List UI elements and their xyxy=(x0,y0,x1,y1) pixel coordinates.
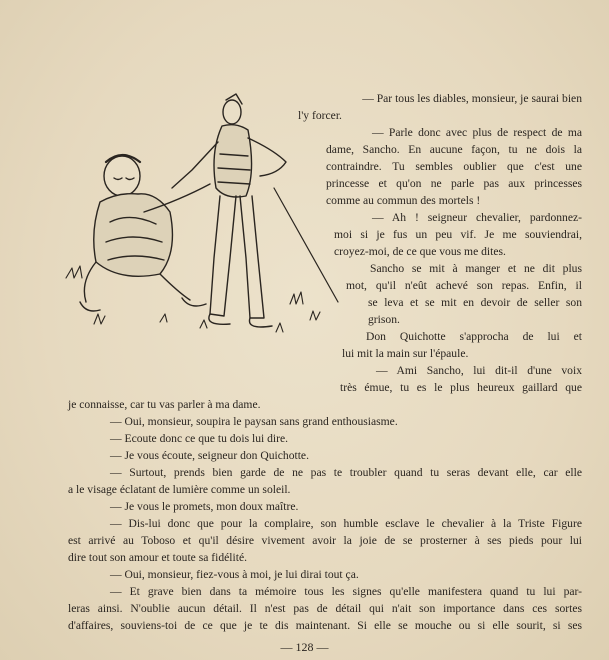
text-line: — Ecoute donc ce que tu dois lui dire. xyxy=(110,432,289,445)
page-number: — 128 — xyxy=(280,640,329,654)
text-line: — Par tous les diables, monsieur, je saurai bien xyxy=(362,92,582,105)
text-line: — Oui, monsieur, fiez-vous à moi, je lui dirai tout ça. xyxy=(110,568,359,581)
text-line: mot, qu'il n'eût achevé son repas. Enfin, il xyxy=(346,279,582,292)
text-line: — Je vous écoute, seigneur don Quichotte. xyxy=(110,449,309,462)
text-line: comme au commun des mortels ! xyxy=(326,194,481,207)
text-line: dire tout son amour et toute sa fidélité. xyxy=(68,551,248,564)
text-line: d'affaires, souviens-toi de ce que je te dis maintenant. Si elle se mouche ou si elle sourit, si ses xyxy=(68,619,582,632)
text-line: — Dis-lui donc que pour la complaire, son humble esclave le chevalier à la Triste Figure xyxy=(110,517,582,530)
text-line: — Surtout, prends bien garde de ne pas te troubler quand tu seras devant elle, car elle xyxy=(110,466,582,479)
text-line: se leva et se mit en devoir de seller son xyxy=(368,296,582,309)
text-line: contraindre. Tu sembles oublier que c'est une xyxy=(326,160,582,173)
text-line: a le visage éclatant de lumière comme un soleil. xyxy=(68,483,291,496)
text-line: Sancho se mit à manger et ne dit plus xyxy=(370,262,582,275)
text-line: très émue, tu es le plus heureux gaillard que xyxy=(340,381,582,394)
text-line: je connaisse, car tu vas parler à ma dame. xyxy=(68,398,261,411)
text-line: — Oui, monsieur, soupira le paysan sans grand enthousiasme. xyxy=(110,415,398,428)
text-line: — Parle donc avec plus de respect de ma xyxy=(372,126,582,139)
text-line: l'y forcer. xyxy=(298,109,342,122)
text-line: princesse et qu'on ne parle pas aux princesses xyxy=(326,177,582,190)
text-line: lui mit la main sur l'épaule. xyxy=(342,347,469,360)
text-line: — Ah ! seigneur chevalier, pardonnez- xyxy=(372,211,582,224)
don-quixote-sancho-illustration xyxy=(60,92,350,348)
text-line: est arrivé au Toboso et qu'il désire vivement avoir la joie de se prosterner à ses pieds pour lui xyxy=(68,534,582,547)
text-line: — Ami Sancho, lui dit-il d'une voix xyxy=(376,364,582,377)
text-line: croyez-moi, de ce que vous me dites. xyxy=(334,245,506,258)
text-line: grison. xyxy=(368,313,400,326)
text-line: — Et grave bien dans ta mémoire tous les signes qu'elle manifestera quand tu lui par- xyxy=(110,585,582,598)
text-line: leras ainsi. N'oublie aucun détail. Il n'est pas de détail qui n'ait son importance dans ces sortes xyxy=(68,602,582,615)
text-line: — Je vous le promets, mon doux maître. xyxy=(110,500,299,513)
text-line: moi si je fus un peu vif. Je me souviendrai, xyxy=(334,228,582,241)
text-line: dame, Sancho. En aucune façon, tu ne dois la xyxy=(326,143,582,156)
text-line: Don Quichotte s'approcha de lui et xyxy=(366,330,582,343)
